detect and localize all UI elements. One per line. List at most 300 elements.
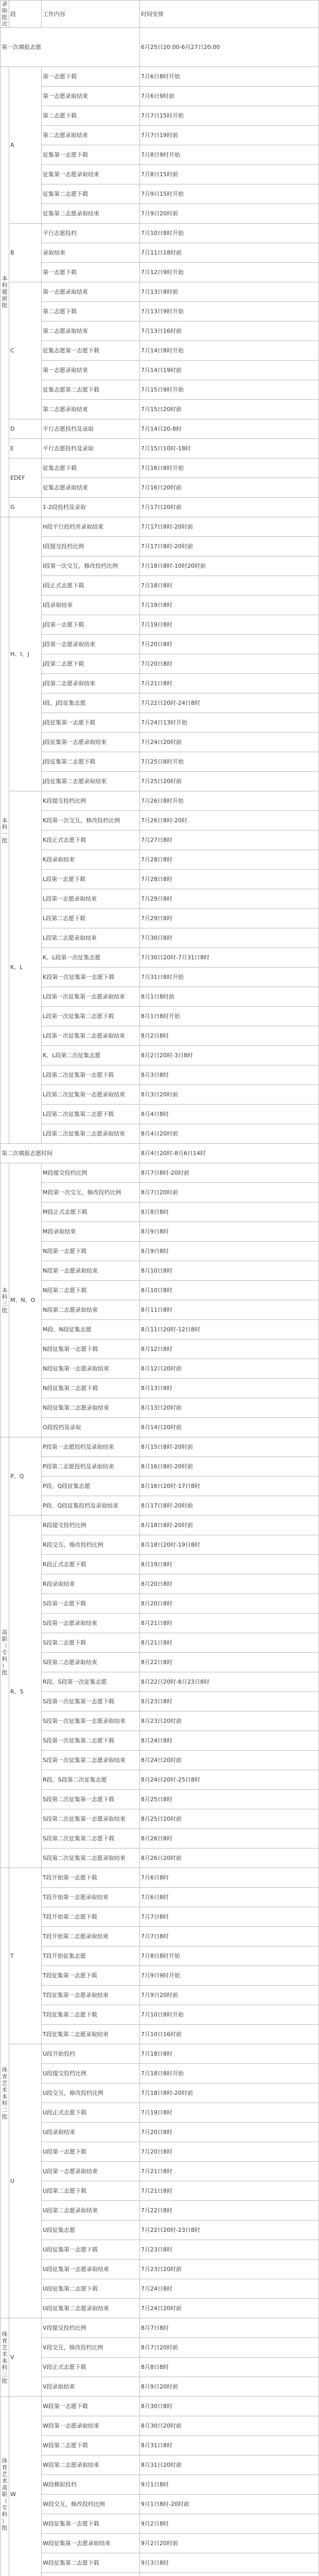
time-cell: 7月29日8时 <box>140 889 319 909</box>
time-cell: 8月24日20时-25日8时 <box>140 1770 319 1790</box>
task-cell: T段开始征集志愿 <box>42 1946 140 1966</box>
time-cell: 8月22日8时 <box>140 1653 319 1672</box>
schedule-row <box>1 2103 319 2123</box>
task-cell: R段交互，修改投档比例 <box>42 1535 140 1555</box>
task-cell: U段开始投档 <box>42 2044 140 2064</box>
schedule-row <box>1 1711 319 1731</box>
time-cell: 7月23日20时前 <box>140 2260 319 2279</box>
task-cell: W段征集第一志愿录取结束 <box>42 2534 140 2553</box>
segment-label: H、I、J <box>9 517 42 791</box>
schedule-row <box>1 243 319 263</box>
header-task: 工作内容 <box>42 1 140 28</box>
task-cell: W段第二志愿录取结束 <box>42 2455 140 2475</box>
time-cell: 7月24日20时前 <box>140 733 319 752</box>
task-cell: T段开始第二志愿下载 <box>42 1907 140 1927</box>
task-cell: S段第一次征集第二志愿下载 <box>42 1731 140 1751</box>
time-cell: 7月8日9时开始 <box>140 145 319 165</box>
task-cell: 平行志愿投档及录取 <box>42 419 140 439</box>
segment-label: T <box>9 1868 42 2044</box>
time-cell: 7月22日8时 <box>140 2201 319 2221</box>
schedule-row <box>1 2553 319 2573</box>
time-cell: 7月22日20时-23日8时 <box>140 2221 319 2240</box>
schedule-row <box>1 1359 319 1379</box>
time-cell: 7月20日8时 <box>140 635 319 654</box>
batch-label: 体育艺术本科三批 <box>1 2318 9 2397</box>
time-cell: 7月7日15时开始 <box>140 106 319 126</box>
schedule-row <box>1 1555 319 1574</box>
task-cell: S段第二次征集第二志愿下载 <box>42 1829 140 1849</box>
task-cell: I段提交投档比例 <box>42 537 140 556</box>
batch-label: 本科一批 <box>1 517 9 1144</box>
task-cell: 第一志愿下载 <box>42 263 140 282</box>
schedule-row <box>1 850 319 870</box>
schedule-row <box>1 1437 319 1457</box>
schedule-row <box>1 1477 319 1496</box>
schedule-row <box>1 67 319 87</box>
task-cell: 第二志愿录取结束 <box>42 321 140 341</box>
schedule-row <box>1 478 319 498</box>
time-cell: 8月18日20时-19日8时 <box>140 1535 319 1555</box>
task-cell: J段征集第一志愿下载 <box>42 713 140 733</box>
task-cell: I段第一次交互，修改投档比例 <box>42 556 140 576</box>
time-cell: 8月18日8时-20时前 <box>140 1516 319 1535</box>
time-cell: 7月6日9时前 <box>140 87 319 106</box>
task-cell: K段提交投档比例 <box>42 791 140 811</box>
schedule-row <box>1 1868 319 1888</box>
task-cell: S段第二次征集第二志愿录取结束 <box>42 1849 140 1868</box>
task-cell: L段第一次征集第二志愿录取结束 <box>42 1026 140 1046</box>
task-cell: W段第一志愿录取结束 <box>42 2416 140 2436</box>
task-cell: 第二志愿录取结束 <box>42 126 140 145</box>
batch-label: 体育艺术本科二批 <box>1 1868 9 2318</box>
task-cell: P段、Q段征集志愿 <box>42 1477 140 1496</box>
time-cell: 7月19日8时 <box>140 615 319 635</box>
header-time: 时间安排 <box>140 1 319 28</box>
task-cell: 征集第一志愿录取结束 <box>42 165 140 184</box>
task-cell: 征集第二志愿录取结束 <box>42 204 140 224</box>
schedule-table-body <box>1 1 319 2576</box>
time-cell: 8月25日20时前 <box>140 1809 319 1829</box>
schedule-row <box>1 400 319 419</box>
time-cell: 9月2日20时前 <box>140 2534 319 2553</box>
task-cell: M段提交投档比例 <box>42 1163 140 1183</box>
segment-label: D <box>9 419 42 439</box>
schedule-row <box>1 2279 319 2299</box>
schedule-row <box>1 772 319 791</box>
schedule-row <box>1 928 319 948</box>
task-cell: S段第二志愿录取结束 <box>42 1653 140 1672</box>
schedule-row <box>1 517 319 537</box>
time-cell: 7月11日18时前 <box>140 243 319 263</box>
schedule-row <box>1 674 319 693</box>
task-cell: U段第一志愿录取结束 <box>42 2162 140 2181</box>
schedule-row <box>1 1379 319 1398</box>
task-cell: 平行志愿投档 <box>42 224 140 243</box>
task-cell: U段征集第二志愿下载 <box>42 2279 140 2299</box>
time-cell: 7月15日10时-18时 <box>140 439 319 459</box>
time-cell: 8月7日20时前 <box>140 2338 319 2358</box>
time-cell: 8月23日8时 <box>140 1692 319 1711</box>
time-cell: 9月1日8时 <box>140 2475 319 2495</box>
task-cell: 征集志愿第一志愿下载 <box>42 341 140 361</box>
task-cell: K段第一次征集第一志愿下载 <box>42 968 140 987</box>
schedule-row <box>1 145 319 165</box>
schedule-row <box>1 1751 319 1770</box>
time-cell: 8月7日8时 <box>140 2318 319 2338</box>
task-cell: T段开始第一志愿下载 <box>42 1868 140 1888</box>
schedule-row <box>1 1261 319 1281</box>
task-cell: S段第一志愿录取结束 <box>42 1614 140 1633</box>
segment-label: EDEF <box>9 459 42 498</box>
time-cell: 7月9日9时开始 <box>140 1966 319 1986</box>
time-cell: 7月6日8时 <box>140 1888 319 1907</box>
batch-label: 本科提前批 <box>1 67 9 517</box>
task-cell: 第二志愿下载 <box>42 106 140 126</box>
time-cell: 7月8日15时前 <box>140 165 319 184</box>
section-time: 8月4日20时-8月6日14时 <box>140 1144 319 1163</box>
time-cell: 8月16日8时-20时前 <box>140 1457 319 1477</box>
time-cell: 7月14日20-8时 <box>140 419 319 439</box>
task-cell: O段投档及录取 <box>42 1418 140 1437</box>
schedule-row <box>1 2514 319 2534</box>
task-cell: W段模拟投档 <box>42 2475 140 2495</box>
time-cell: 7月30日8时 <box>140 928 319 948</box>
time-cell: 8月17日8时-20时前 <box>140 1496 319 1516</box>
time-cell: 7月7日8时 <box>140 1927 319 1946</box>
task-cell: K段正式志愿下载 <box>42 831 140 850</box>
time-cell: 8月3日8时 <box>140 1065 319 1085</box>
time-cell: 7月13日16时前 <box>140 321 319 341</box>
schedule-row <box>1 693 319 713</box>
task-cell: U段第二志愿下载 <box>42 2181 140 2201</box>
task-cell: T段征集第一志愿录取结束 <box>42 1986 140 2005</box>
schedule-row <box>1 733 319 752</box>
task-cell: L段第一次征集第一志愿录取结束 <box>42 987 140 1007</box>
time-cell: 8月11日8时 <box>140 1300 319 1320</box>
task-cell: R段、S段第一次征集志愿 <box>42 1672 140 1692</box>
task-cell: L段第二志愿下载 <box>42 909 140 928</box>
time-cell: 9月1日8时-20时前 <box>140 2495 319 2514</box>
task-cell: N段征集第二志愿下载 <box>42 1379 140 1398</box>
schedule-row <box>1 263 319 282</box>
task-cell: N段征集第一志愿下载 <box>42 1340 140 1359</box>
time-cell: 8月23日20时前 <box>140 1711 319 1731</box>
schedule-row <box>1 831 319 850</box>
schedule-row <box>1 752 319 772</box>
schedule-row <box>1 321 319 341</box>
time-cell: 8月13日8时 <box>140 1379 319 1398</box>
schedule-row <box>1 1653 319 1672</box>
schedule-row <box>1 1966 319 1986</box>
segment-label: M、N、O <box>9 1163 42 1437</box>
time-cell: 7月15日9时开始 <box>140 380 319 400</box>
time-cell: 8月9日8时 <box>140 1222 319 1242</box>
task-cell: J段第二志愿录取结束 <box>42 674 140 693</box>
task-cell: P段、Q段征集投档及录取结束 <box>42 1496 140 1516</box>
time-cell: 8月26日20时前 <box>140 1849 319 1868</box>
schedule-row <box>1 165 319 184</box>
task-cell: K段第一次交互，修改投档比例 <box>42 811 140 831</box>
schedule-row <box>1 2240 319 2260</box>
task-cell: N段第一志愿下载 <box>42 1242 140 1261</box>
time-cell: 7月15日20时前 <box>140 400 319 419</box>
schedule-row <box>1 948 319 968</box>
schedule-row <box>1 1183 319 1202</box>
time-cell: 8月3日20时前 <box>140 1085 319 1105</box>
schedule-row <box>1 2377 319 2397</box>
header-row <box>1 1 319 28</box>
schedule-row <box>1 204 319 224</box>
task-cell: 1-2段投档及录取 <box>42 498 140 517</box>
time-cell: 8月8日8时 <box>140 2358 319 2377</box>
task-cell: 第二志愿下载 <box>42 302 140 321</box>
time-cell: 8月7日8时-20时前 <box>140 1163 319 1183</box>
time-cell: 8月21日8时 <box>140 1633 319 1653</box>
time-cell: 7月20日8时 <box>140 2142 319 2162</box>
task-cell: V段录取结束 <box>42 2377 140 2397</box>
time-cell: 8月1日8时开始 <box>140 1007 319 1026</box>
schedule-row <box>1 1202 319 1222</box>
time-cell: 8月9日20时前 <box>140 2377 319 2397</box>
time-cell: 7月18日8时 <box>140 576 319 596</box>
time-cell: 7月10日8时开始 <box>140 2005 319 2025</box>
time-cell: 7月14日19时前 <box>140 361 319 380</box>
segment-label: E <box>9 439 42 459</box>
task-cell: M段、N段征集志愿 <box>42 1320 140 1340</box>
task-cell: S段第二志愿下载 <box>42 1633 140 1653</box>
task-cell: 第一志愿录取结束 <box>42 361 140 380</box>
segment-label: W <box>9 2397 42 2576</box>
schedule-row <box>1 2475 319 2495</box>
time-cell: 7月7日19时前 <box>140 126 319 145</box>
schedule-row <box>1 1672 319 1692</box>
task-cell: U段征集第二志愿录取结束 <box>42 2299 140 2318</box>
schedule-row <box>1 889 319 909</box>
time-cell: 8月9日8时 <box>140 1242 319 1261</box>
time-cell: 8月13日20时前 <box>140 1398 319 1418</box>
schedule-row <box>1 1418 319 1437</box>
time-cell: 7月18日8时-10时20时前 <box>140 556 319 576</box>
task-cell: N段第一志愿录取结束 <box>42 1261 140 1281</box>
schedule-row <box>1 1222 319 1242</box>
task-cell: S段第二次征集第一志愿录取结束 <box>42 1809 140 1829</box>
schedule-row <box>1 987 319 1007</box>
task-cell: 第二志愿录取结束 <box>42 400 140 419</box>
schedule-row <box>1 1026 319 1046</box>
task-cell: W段征集第一志愿下载 <box>42 2514 140 2534</box>
task-cell: J段第一志愿录取结束 <box>42 635 140 654</box>
schedule-row <box>1 224 319 243</box>
task-cell: P段第一志愿投档及录取结束 <box>42 1437 140 1457</box>
time-cell: 8月2日8时 <box>140 1026 319 1046</box>
time-cell: 7月9日15时开始 <box>140 184 319 204</box>
segment-label: R、S <box>9 1516 42 1868</box>
schedule-row <box>1 1457 319 1477</box>
task-cell: W段交互，修改投档比例 <box>42 2495 140 2514</box>
task-cell: R段正式志愿下载 <box>42 1555 140 1574</box>
time-cell: 8月12日20时前 <box>140 1359 319 1379</box>
time-cell: 7月12日9时开始 <box>140 263 319 282</box>
task-cell: 征集志愿第二志愿下载 <box>42 380 140 400</box>
schedule-row <box>1 713 319 733</box>
task-cell: I段正式志愿下载 <box>42 576 140 596</box>
task-cell: R段提交投档比例 <box>42 1516 140 1535</box>
segment-label: K、L <box>9 791 42 1144</box>
schedule-row <box>1 2123 319 2142</box>
segment-label: B <box>9 224 42 282</box>
task-cell: S段第一志愿下载 <box>42 1594 140 1614</box>
time-cell: 7月13日8时前 <box>140 282 319 302</box>
schedule-row <box>1 1633 319 1653</box>
schedule-row <box>1 1320 319 1340</box>
task-cell: U段征集第一志愿下载 <box>42 2240 140 2260</box>
schedule-row <box>1 2416 319 2436</box>
time-cell: 7月20日8时 <box>140 654 319 674</box>
schedule-row <box>1 2573 319 2576</box>
task-cell: T段开始第二志愿录取结束 <box>42 1927 140 1946</box>
task-cell: 录取结束 <box>42 243 140 263</box>
time-cell: 7月10日8时开始 <box>140 224 319 243</box>
section-row <box>1 28 319 47</box>
time-cell: 7月24日13时开始 <box>140 713 319 733</box>
header-segment: 段 <box>9 1 42 28</box>
schedule-row <box>1 556 319 576</box>
schedule-row <box>1 1829 319 1849</box>
schedule-row <box>1 1692 319 1711</box>
task-cell: K段录取结束 <box>42 850 140 870</box>
task-cell: L段第一志愿下载 <box>42 870 140 889</box>
task-cell: R段录取结束 <box>42 1574 140 1594</box>
task-cell: S段第一次征集第二志愿录取结束 <box>42 1751 140 1770</box>
time-cell: 8月26日8时 <box>140 1829 319 1849</box>
time-cell: 8月31日8时 <box>140 2436 319 2455</box>
time-cell: 8月7日20时前 <box>140 1183 319 1202</box>
schedule-row <box>1 2260 319 2279</box>
task-cell: 征集志愿录取结束 <box>42 478 140 498</box>
time-cell: 8月11日20时-12日8时 <box>140 1320 319 1340</box>
task-cell: 第一志愿下载 <box>42 67 140 87</box>
time-cell: 8月20日8时 <box>140 1594 319 1614</box>
task-cell: K、L段第二次征集志愿 <box>42 1046 140 1065</box>
schedule-row <box>1 1790 319 1809</box>
task-cell: M段正式志愿下载 <box>42 1202 140 1222</box>
time-cell: 8月19日8时 <box>140 1555 319 1574</box>
time-cell: 8月30日20时前 <box>140 2416 319 2436</box>
time-cell: 7月23日8时 <box>140 2240 319 2260</box>
task-cell: W段第二志愿下载 <box>42 2436 140 2455</box>
time-cell: 8月30日8时 <box>140 2397 319 2416</box>
task-cell: L段第二次征集第二志愿录取结束 <box>42 1124 140 1144</box>
time-cell: 8月1日8时前 <box>140 987 319 1007</box>
time-cell: 8月22日20时-8月23日8时 <box>140 1672 319 1692</box>
schedule-row <box>1 2397 319 2416</box>
task-cell: U段征集第一志愿录取结束 <box>42 2260 140 2279</box>
time-cell: 7月10日16时前 <box>140 2025 319 2044</box>
schedule-row <box>1 654 319 674</box>
batch-label: 本科三批 <box>1 1163 9 1437</box>
time-cell: 9月2日8时 <box>140 2514 319 2534</box>
time-cell: 7月24日20时前 <box>140 2299 319 2318</box>
schedule-row <box>1 1124 319 1144</box>
time-cell: 7月18日8时开始 <box>140 2064 319 2083</box>
schedule-row <box>1 2455 319 2475</box>
task-cell: L段第二次征集第一志愿录取结束 <box>42 1085 140 1105</box>
task-cell: T段征集第一志愿下载 <box>42 1966 140 1986</box>
schedule-row <box>1 2005 319 2025</box>
segment-label: U <box>9 2044 42 2318</box>
task-cell: L段第二志愿录取结束 <box>42 928 140 948</box>
time-cell: 7月29日8时 <box>140 909 319 928</box>
section-time: 6月25日20:00-6月27日20:00 <box>140 28 319 67</box>
task-cell: N段征集第二志愿录取结束 <box>42 1398 140 1418</box>
schedule-row <box>1 106 319 126</box>
task-cell: T段开始第一志愿录取结束 <box>42 1888 140 1907</box>
schedule-row <box>1 2495 319 2514</box>
time-cell: 8月10日8时 <box>140 1281 319 1300</box>
task-cell: U段交互，修改投档比例 <box>42 2083 140 2103</box>
task-cell: N段征集第一志愿录取结束 <box>42 1359 140 1379</box>
time-cell: 7月17日8时-20时前 <box>140 517 319 537</box>
schedule-row <box>1 1849 319 1868</box>
task-cell: R段、S段第二次征集志愿 <box>42 1770 140 1790</box>
schedule-row <box>1 2142 319 2162</box>
time-cell: 7月19日8时 <box>140 2103 319 2123</box>
schedule-row <box>1 302 319 321</box>
task-cell: L段第二次征集第一志愿下载 <box>42 1065 140 1085</box>
schedule-row <box>1 1163 319 1183</box>
time-cell: 7月31日8时开始 <box>140 968 319 987</box>
schedule-row <box>1 380 319 400</box>
time-cell: 7月26日8时-20时 <box>140 811 319 831</box>
task-cell: W段第一志愿下载 <box>42 2397 140 2416</box>
schedule-row <box>1 1770 319 1790</box>
time-cell: 7月26日8时开始 <box>140 791 319 811</box>
task-cell: J段征集第二志愿录取结束 <box>42 772 140 791</box>
time-cell: 7月25日20时前 <box>140 772 319 791</box>
time-cell: 7月19日8时 <box>140 596 319 615</box>
time-cell: 7月28日8时 <box>140 850 319 870</box>
time-cell: 7月21日8时 <box>140 2181 319 2201</box>
section-label: 第二次填报志愿时间 <box>1 1144 140 1163</box>
schedule-row <box>1 870 319 889</box>
schedule-row <box>1 2162 319 2181</box>
batch-label: 高职（专科）批 <box>1 1437 9 1868</box>
schedule-row <box>1 2338 319 2358</box>
schedule-row <box>1 615 319 635</box>
task-cell: J段征集第一志愿录取结束 <box>42 733 140 752</box>
time-cell: 7月16日20时前 <box>140 478 319 498</box>
schedule-row <box>1 1516 319 1535</box>
time-cell: 8月2日20时-3日8时 <box>140 1046 319 1065</box>
task-cell: V段正式志愿下载 <box>42 2358 140 2377</box>
segment-label: A <box>9 67 42 224</box>
time-cell: 7月25日8时开始 <box>140 752 319 772</box>
schedule-row <box>1 439 319 459</box>
schedule-row <box>1 459 319 478</box>
task-cell: J段第二志愿下载 <box>42 654 140 674</box>
time-cell: 7月30日20时-7月31日8时 <box>140 948 319 968</box>
schedule-row <box>1 1535 319 1555</box>
task-cell: U段正式志愿下载 <box>42 2103 140 2123</box>
task-cell: H段平行投档并录取结束 <box>42 517 140 537</box>
schedule-row <box>1 2534 319 2553</box>
schedule-row <box>1 1946 319 1966</box>
schedule-row <box>1 1907 319 1927</box>
task-cell: I段录取结束 <box>42 596 140 615</box>
time-cell: 8月31日20时前 <box>140 2455 319 2475</box>
segment-label: V <box>9 2318 42 2397</box>
schedule-row <box>1 1574 319 1594</box>
